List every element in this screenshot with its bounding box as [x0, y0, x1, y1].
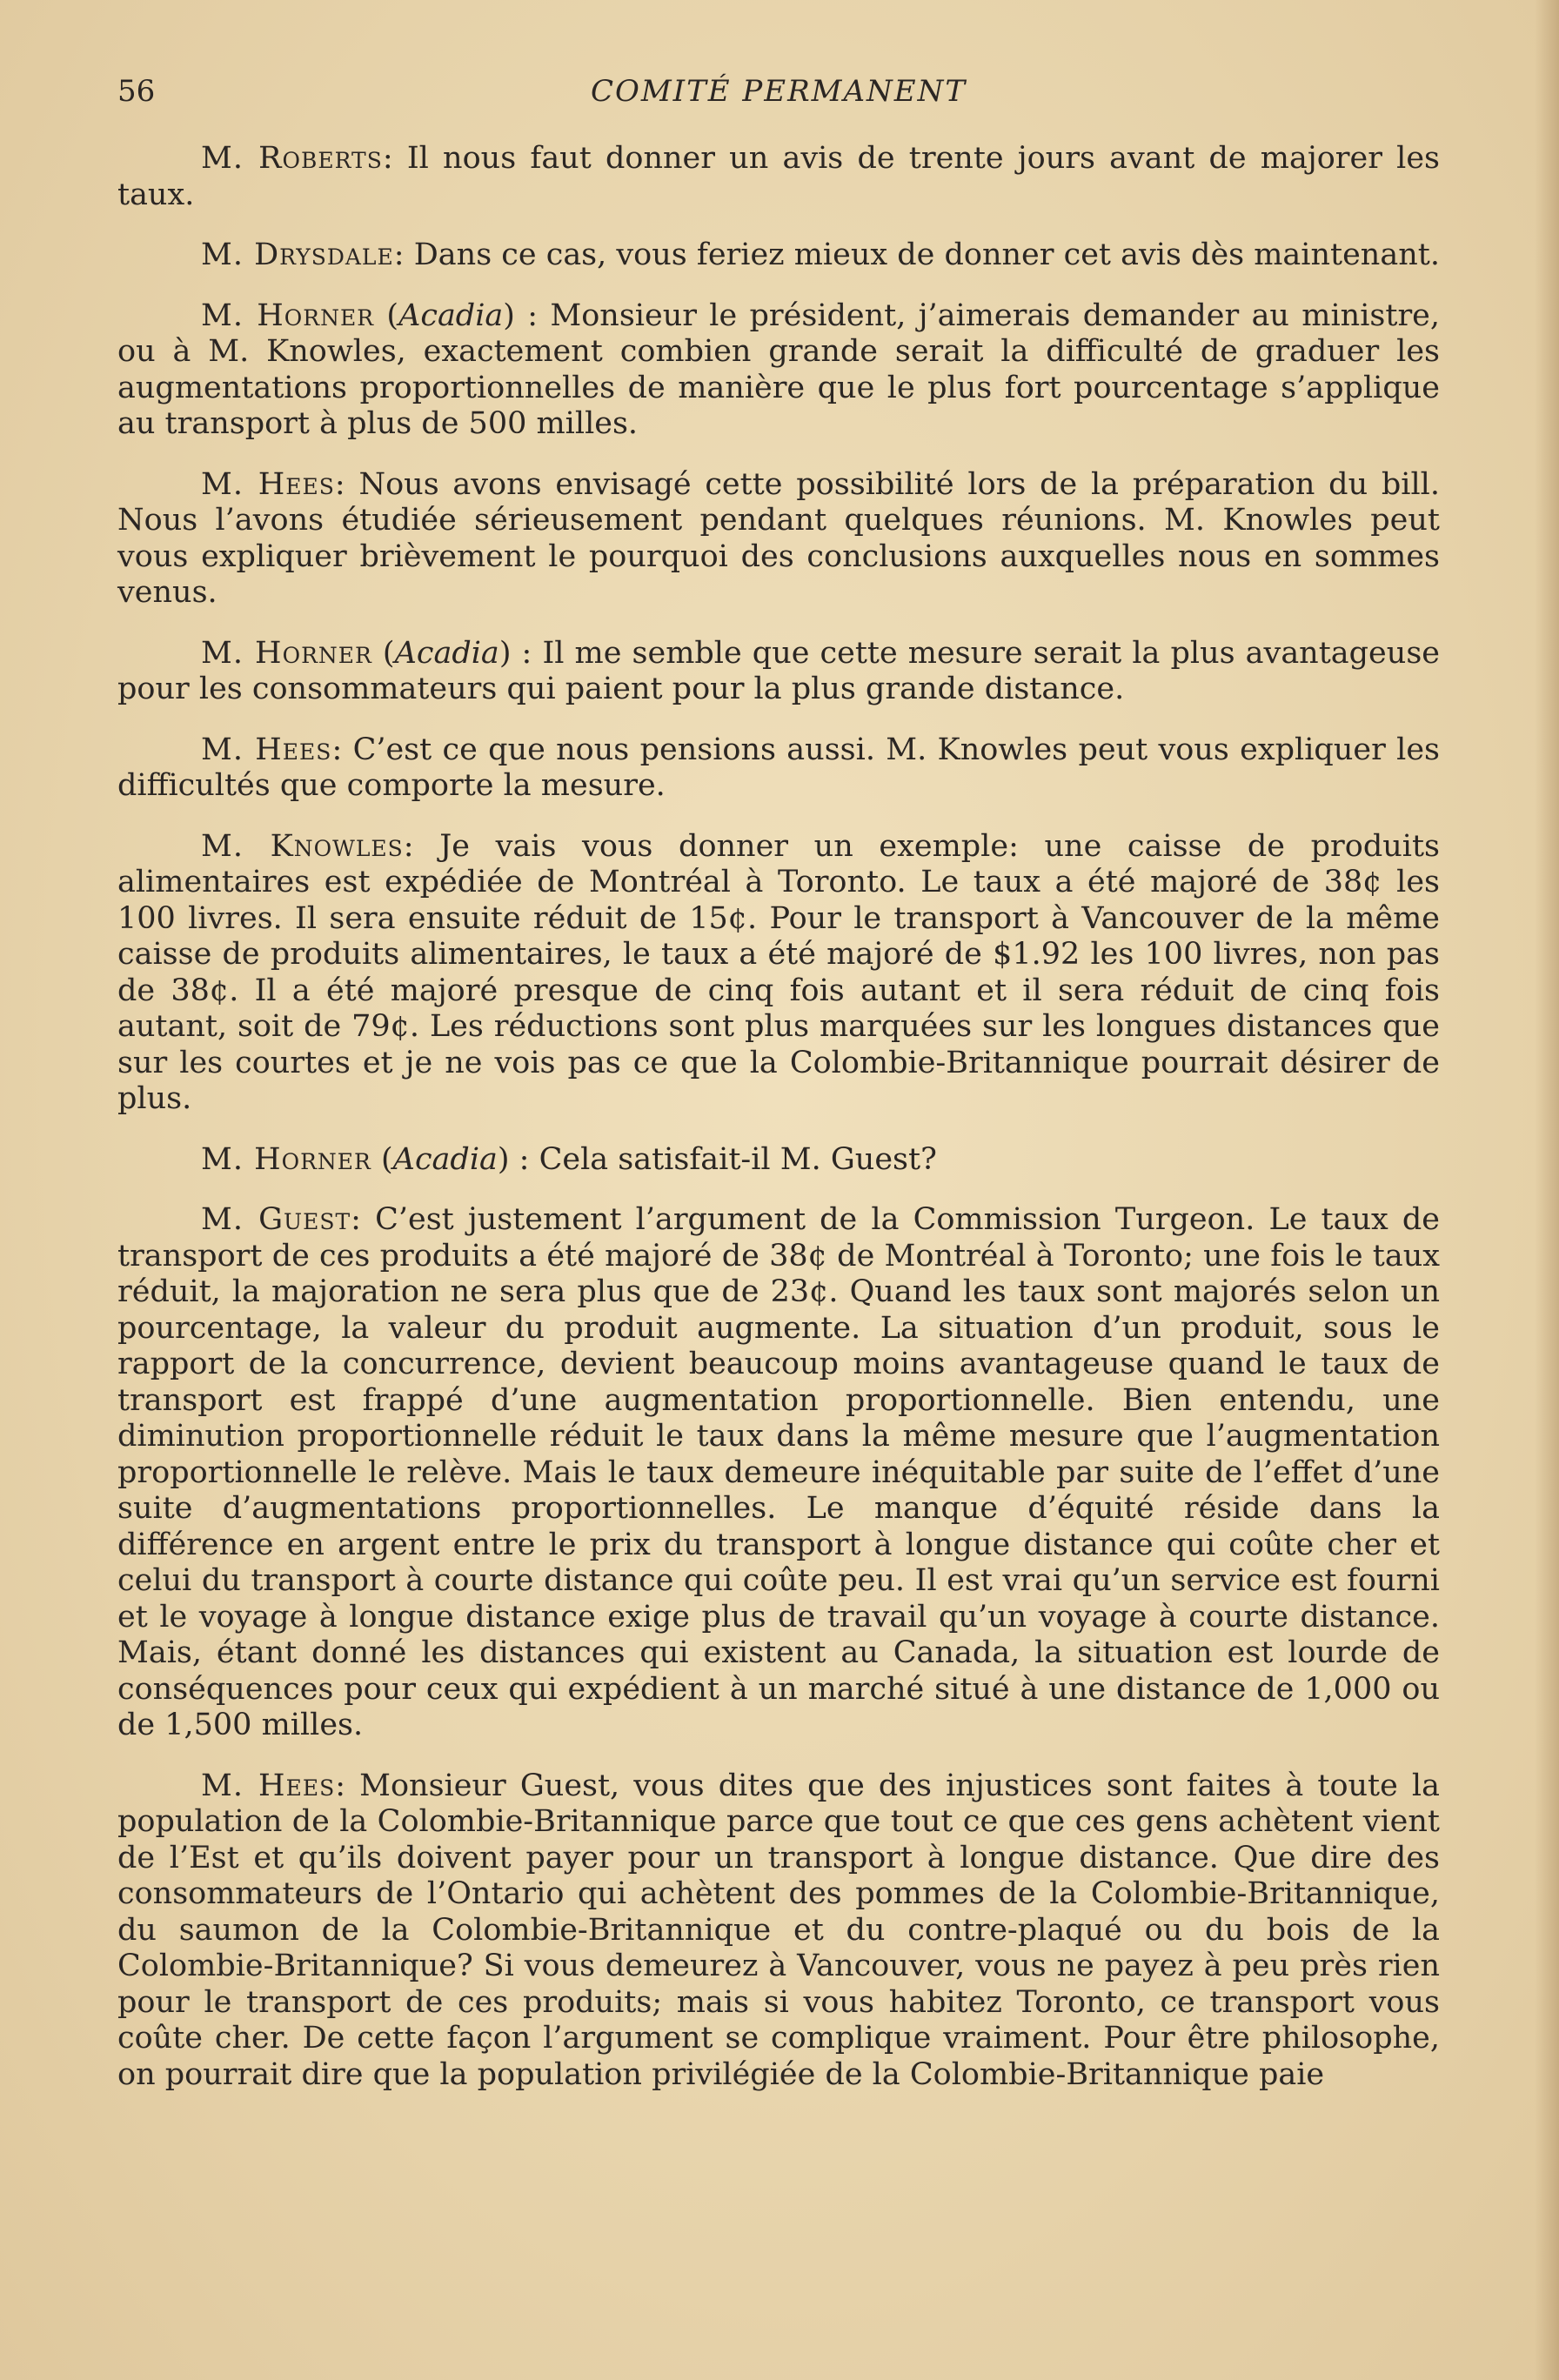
speech-text: C’est ce que nous pensions aussi. M. Knowles peut vous expliquer les difficultés que comporte la mesure.: [117, 732, 1440, 803]
speaker-riding: Acadia: [398, 298, 504, 333]
paragraph-hees-3: M. Hees: Monsieur Guest, vous dites que des injustices sont faites à toute la population de la Colombie-Britannique parce que tout ce que ces gens achètent vient de l’Est et qu’ils doivent payer pour un transport à longue distance. Que dire des consommateurs de l’Ontario qui achètent des pommes de la Colombie-Britannique, du saumon de la Colombie-Britannique et du contre-plaqué ou du bois de la Colombie-Britannique? Si vous demeurez à Vancouver, vous ne payez à peu près rien pour le transport de ces produits; mais si vous habitez Toronto, ce transport vous coûte cher. De cette façon l’argument se complique vraiment. Pour être philosophe, on pourrait dire que la population privilégiée de la Colombie-Britannique paie: [117, 1768, 1440, 2092]
speech-text: Monsieur Guest, vous dites que des injustices sont faites à toute la population de la Colombie-Britannique parce que tout ce que ces gens achètent vient de l’Est et qu’ils doivent payer pour un transport à longue distance. Que dire des consommateurs de l’Ontario qui achètent des pommes de la Colombie-Britannique, du saumon de la Colombie-Britannique et du contre-plaqué ou du bois de la Colombie-Britannique? Si vous demeurez à Vancouver, vous ne payez à peu près rien pour le transport de ces produits; mais si vous habitez Toronto, ce transport vous coûte cher. De cette façon l’argument se complique vraiment. Pour être philosophe, on pourrait dire que la population privilégiée de la Colombie-Britannique paie: [117, 1768, 1440, 2092]
speaker-name: M. Hees: [201, 466, 335, 502]
page-number: 56: [117, 74, 156, 109]
header-title: COMITÉ PERMANENT: [590, 74, 967, 109]
paragraph-drysdale: M. Drysdale: Dans ce cas, vous feriez mieux de donner cet avis dès maintenant.: [201, 237, 1440, 272]
speaker-riding: Acadia: [392, 1141, 498, 1177]
speaker-name: M. Roberts: [201, 141, 383, 176]
paragraph-horner-3: M. Horner (Acadia) : Cela satisfait-il M. Guest?: [201, 1141, 937, 1177]
speech-text: Il me semble que cette mesure serait la plus avantageuse pour les consommateurs qui paient pour la plus grande distance.: [117, 635, 1440, 706]
paragraph-horner-2: M. Horner (Acadia) : Il me semble que cette mesure serait la plus avantageuse pour les consommateurs qui paient pour la plus grande distance.: [117, 635, 1440, 706]
speech-text: Nous avons envisagé cette possibilité lors de la préparation du bill. Nous l’avons étudiée sérieusement pendant quelques réunions. M. Knowles peut vous expliquer brièvement le pourquoi des conclusions auxquelles nous en sommes venus.: [117, 466, 1440, 610]
paragraph-hees-2: M. Hees: C’est ce que nous pensions aussi. M. Knowles peut vous expliquer les difficultés que comporte la mesure.: [117, 732, 1440, 803]
speaker-name: M. Hees: [201, 1768, 336, 1803]
paragraph-roberts: M. Roberts: Il nous faut donner un avis de trente jours avant de majorer les taux.: [117, 141, 1441, 212]
speech-text: C’est justement l’argument de la Commission Turgeon. Le taux de transport de ces produits a été majoré de 38¢ de Montréal à Toronto; une fois le taux réduit, la majoration ne sera plus que de 23¢. Quand les taux sont majorés selon un pourcentage, la valeur du produit augmente. La situation d’un produit, sous le rapport de la concurrence, devient beaucoup moins avantageuse quand le taux de transport est frappé d’une augmentation proportionnelle. Bien entendu, une diminution proportionnelle réduit le taux dans la même mesure que l’augmentation proportionnelle le relève. Mais le taux demeure inéquitable par suite de l’effet d’une suite d’augmentations proportionnelles. Le manque d’équité réside dans la différence en argent entre le prix du transport à longue distance qui coûte cher et celui du transport à courte distance qui coûte peu. Il est vrai qu’un service est fourni et le voyage à longue distance exige plus de travail qu’un voyage à courte distance. Mais, étant donné les distances qui existent au Canada, la situation est lourde de conséquences pour ceux qui expédient à un marché situé à une distance de 1,000 ou de 1,500 milles.: [117, 1202, 1440, 1742]
speech-text: Il nous faut donner un avis de trente jours avant de majorer les taux.: [117, 141, 1441, 212]
speech-text: Je vais vous donner un exemple: une caisse de produits alimentaires est expédiée de Montréal à Toronto. Le taux a été majoré de 38¢ les 100 livres. Il sera ensuite réduit de 15¢. Pour le transport à Vancouver de la même caisse de produits alimentaires, le taux a été majoré de $1.92 les 100 livres, non pas de 38¢. Il a été majoré presque de cinq fois autant et il sera réduit de cinq fois autant, soit de 79¢. Les réductions sont plus marquées sur les longues distances que sur les courtes et je ne vois pas ce que la Colombie-Britannique pourrait désirer de plus.: [117, 828, 1440, 1116]
speech-text: Dans ce cas, vous feriez mieux de donner cet avis dès maintenant.: [413, 237, 1440, 272]
paragraph-knowles: M. Knowles: Je vais vous donner un exemple: une caisse de produits alimentaires est expédiée de Montréal à Toronto. Le taux a été majoré de 38¢ les 100 livres. Il sera ensuite réduit de 15¢. Pour le transport à Vancouver de la même caisse de produits alimentaires, le taux a été majoré de $1.92 les 100 livres, non pas de 38¢. Il a été majoré presque de cinq fois autant et il sera réduit de cinq fois autant, soit de 79¢. Les réductions sont plus marquées sur les longues distances que sur les courtes et je ne vois pas ce que la Colombie-Britannique pourrait désirer de plus.: [117, 828, 1440, 1116]
speech-text: Cela satisfait-il M. Guest?: [539, 1141, 937, 1177]
speaker-riding: Acadia: [394, 635, 499, 671]
paragraph-horner-1: M. Horner (Acadia) : Monsieur le président, j’aimerais demander au ministre, ou à M. Knowles, exactement combien grande serait la difficulté de graduer les augmentations proportionnelles de manière que le plus fort pourcentage s’applique au transport à plus de 500 milles.: [117, 298, 1441, 441]
paragraph-hees-1: M. Hees: Nous avons envisagé cette possibilité lors de la préparation du bill. Nous l’avons étudiée sérieusement pendant quelques réunions. M. Knowles peut vous expliquer brièvement le pourquoi des conclusions auxquelles nous en sommes venus.: [117, 466, 1440, 610]
paragraph-guest: M. Guest: C’est justement l’argument de la Commission Turgeon. Le taux de transport de ces produits a été majoré de 38¢ de Montréal à Toronto; une fois le taux réduit, la majoration ne sera plus que de 23¢. Quand les taux sont majorés selon un pourcentage, la valeur du produit augmente. La situation d’un produit, sous le rapport de la concurrence, devient beaucoup moins avantageuse quand le taux de transport est frappé d’une augmentation proportionnelle. Bien entendu, une diminution proportionnelle réduit le taux dans la même mesure que l’augmentation proportionnelle le relève. Mais le taux demeure inéquitable par suite de l’effet d’une suite d’augmentations proportionnelles. Le manque d’équité réside dans la différence en argent entre le prix du transport à longue distance qui coûte cher et celui du transport à courte distance qui coûte peu. Il est vrai qu’un service est fourni et le voyage à longue distance exige plus de travail qu’un voyage à courte distance. Mais, étant donné les distances qui existent au Canada, la situation est lourde de conséquences pour ceux qui expédient à un marché situé à une distance de 1,000 ou de 1,500 milles.: [117, 1202, 1440, 1742]
speaker-name: M. Horner: [201, 1141, 371, 1177]
speaker-name: M. Knowles: [201, 828, 404, 864]
speaker-name: M. Guest: [201, 1202, 351, 1237]
transcript-body: [117, 141, 1440, 2117]
speaker-name: M. Horner: [201, 635, 372, 671]
speaker-name: M. Horner: [201, 298, 375, 333]
running-head: [117, 70, 1440, 113]
speech-text: Monsieur le président, j’aimerais demander au ministre, ou à M. Knowles, exactement combien grande serait la difficulté de graduer les augmentations proportionnelles de manière que le plus fort pourcentage s’applique au transport à plus de 500 milles.: [117, 298, 1441, 441]
speaker-name: M. Drysdale: [201, 237, 394, 272]
speaker-name: M. Hees: [201, 732, 332, 767]
